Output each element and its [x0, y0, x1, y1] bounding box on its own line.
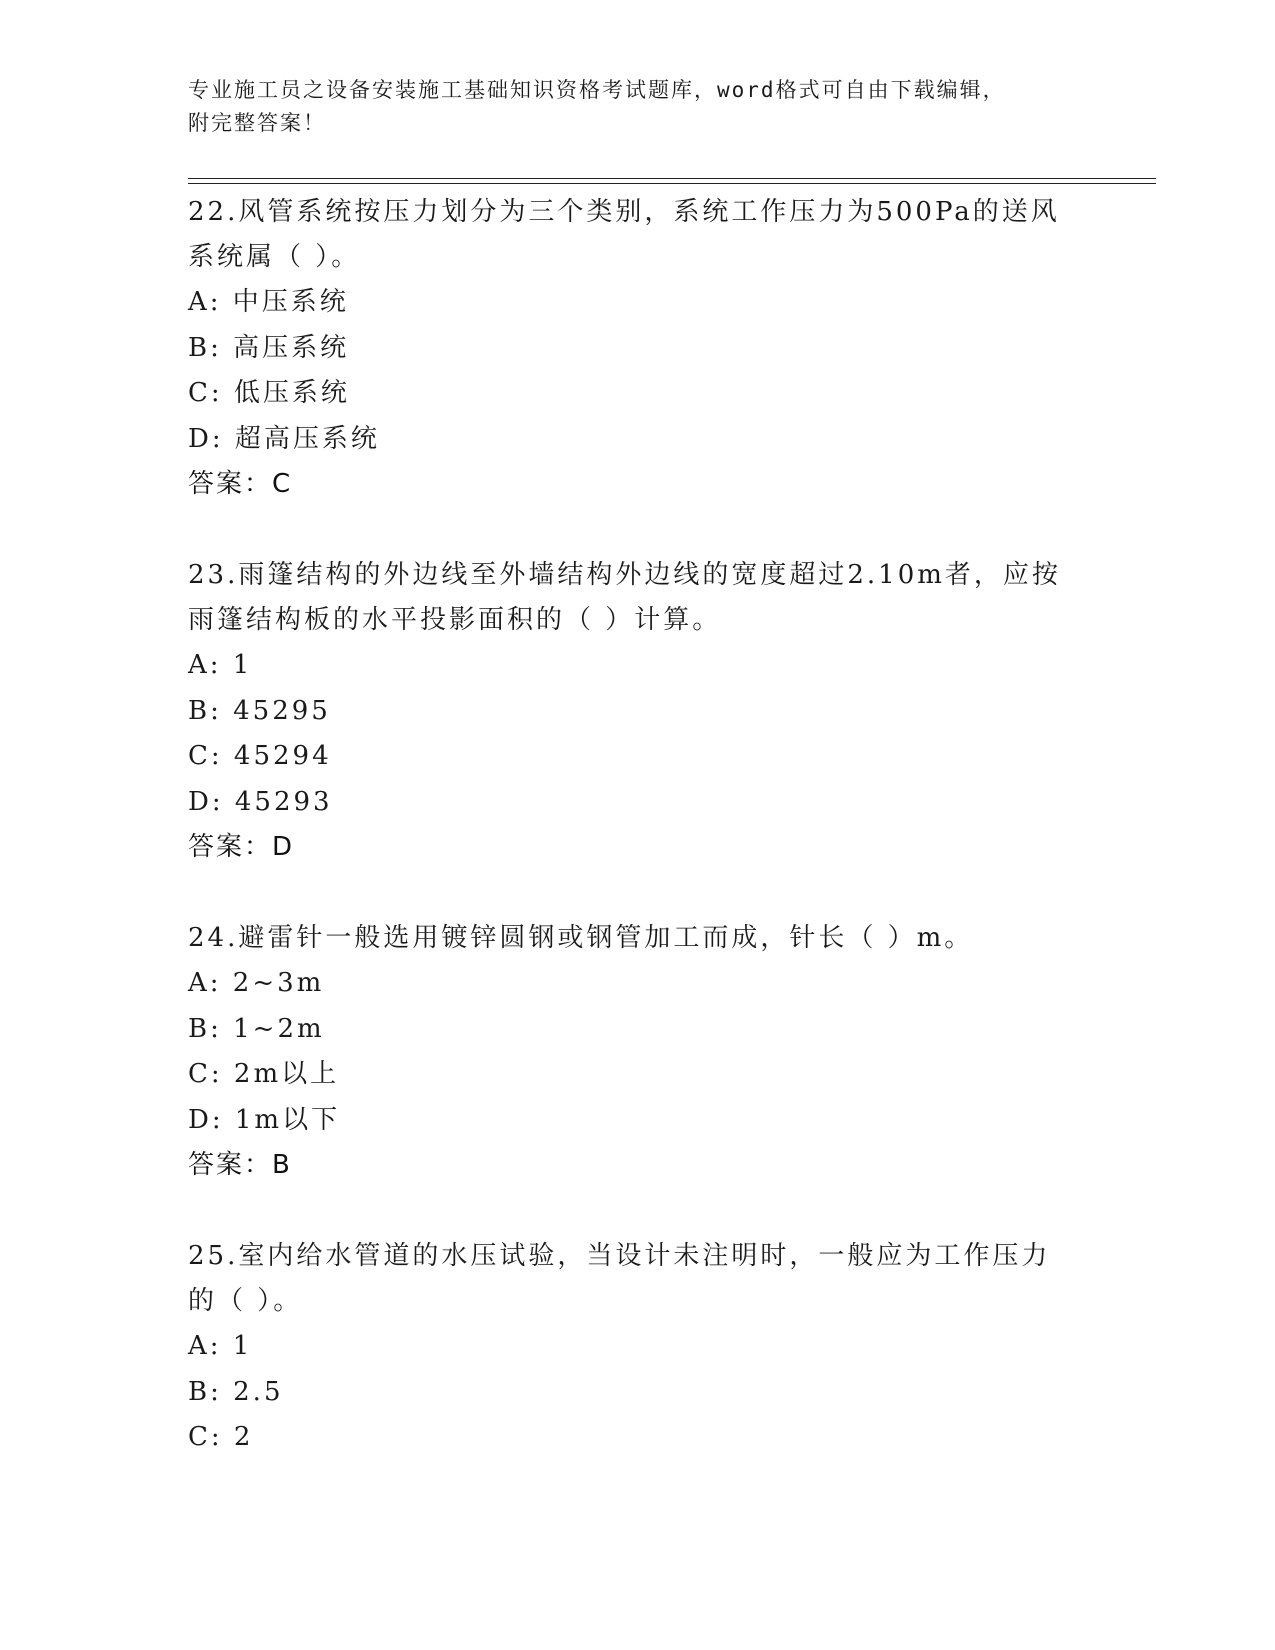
question-stem: 24.避雷针一般选用镀锌圆钢或钢管加工而成，针长（ ）m。 — [188, 923, 974, 953]
option-a: A: 2~3m — [188, 968, 325, 998]
question-22 — [188, 190, 1088, 507]
answer-text: 答案：C — [188, 469, 293, 499]
option-c: C: 2 — [188, 1422, 254, 1452]
question-stem: 23.雨篷结构的外边线至外墙结构外边线的宽度超过2.10m者，应按雨篷结构板的水平投影面积的（ ）计算。 — [188, 560, 1061, 635]
option-b: B: 高压系统 — [188, 332, 350, 363]
header-divider-top — [188, 178, 1156, 179]
option-a: A: 1 — [188, 1331, 253, 1361]
question-stem: 25.室内给水管道的水压试验，当设计未注明时，一般应为工作压力的（ ）。 — [188, 1241, 1051, 1316]
question-25 — [188, 1234, 1088, 1461]
header-line-2: 附完整答案！ — [188, 111, 326, 135]
option-c: C: 低压系统 — [188, 378, 350, 408]
answer-text: 答案：D — [188, 832, 295, 862]
option-a: A: 中压系统 — [188, 287, 349, 317]
option-b: B: 2.5 — [188, 1376, 284, 1407]
question-23 — [188, 553, 1088, 870]
answer-text: 答案：B — [188, 1150, 292, 1180]
option-c: C: 2m以上 — [188, 1059, 340, 1089]
option-a: A: 1 — [188, 650, 253, 680]
option-d: D: 超高压系统 — [188, 423, 380, 454]
option-b: B: 1~2m — [188, 1013, 325, 1044]
option-d: D: 45293 — [188, 786, 333, 817]
option-c: C: 45294 — [188, 741, 332, 771]
header-line-1: 专业施工员之设备安装施工基础知识资格考试题库，word格式可自由下载编辑， — [188, 78, 1006, 102]
document-header — [188, 74, 1068, 140]
question-list — [188, 190, 1088, 1507]
header-divider-bottom — [188, 183, 1156, 184]
option-b: B: 45295 — [188, 695, 331, 726]
question-24 — [188, 916, 1088, 1188]
option-d: D: 1m以下 — [188, 1104, 341, 1135]
question-stem: 22.风管系统按压力划分为三个类别，系统工作压力为500Pa的送风系统属（ ）。 — [188, 197, 1060, 272]
